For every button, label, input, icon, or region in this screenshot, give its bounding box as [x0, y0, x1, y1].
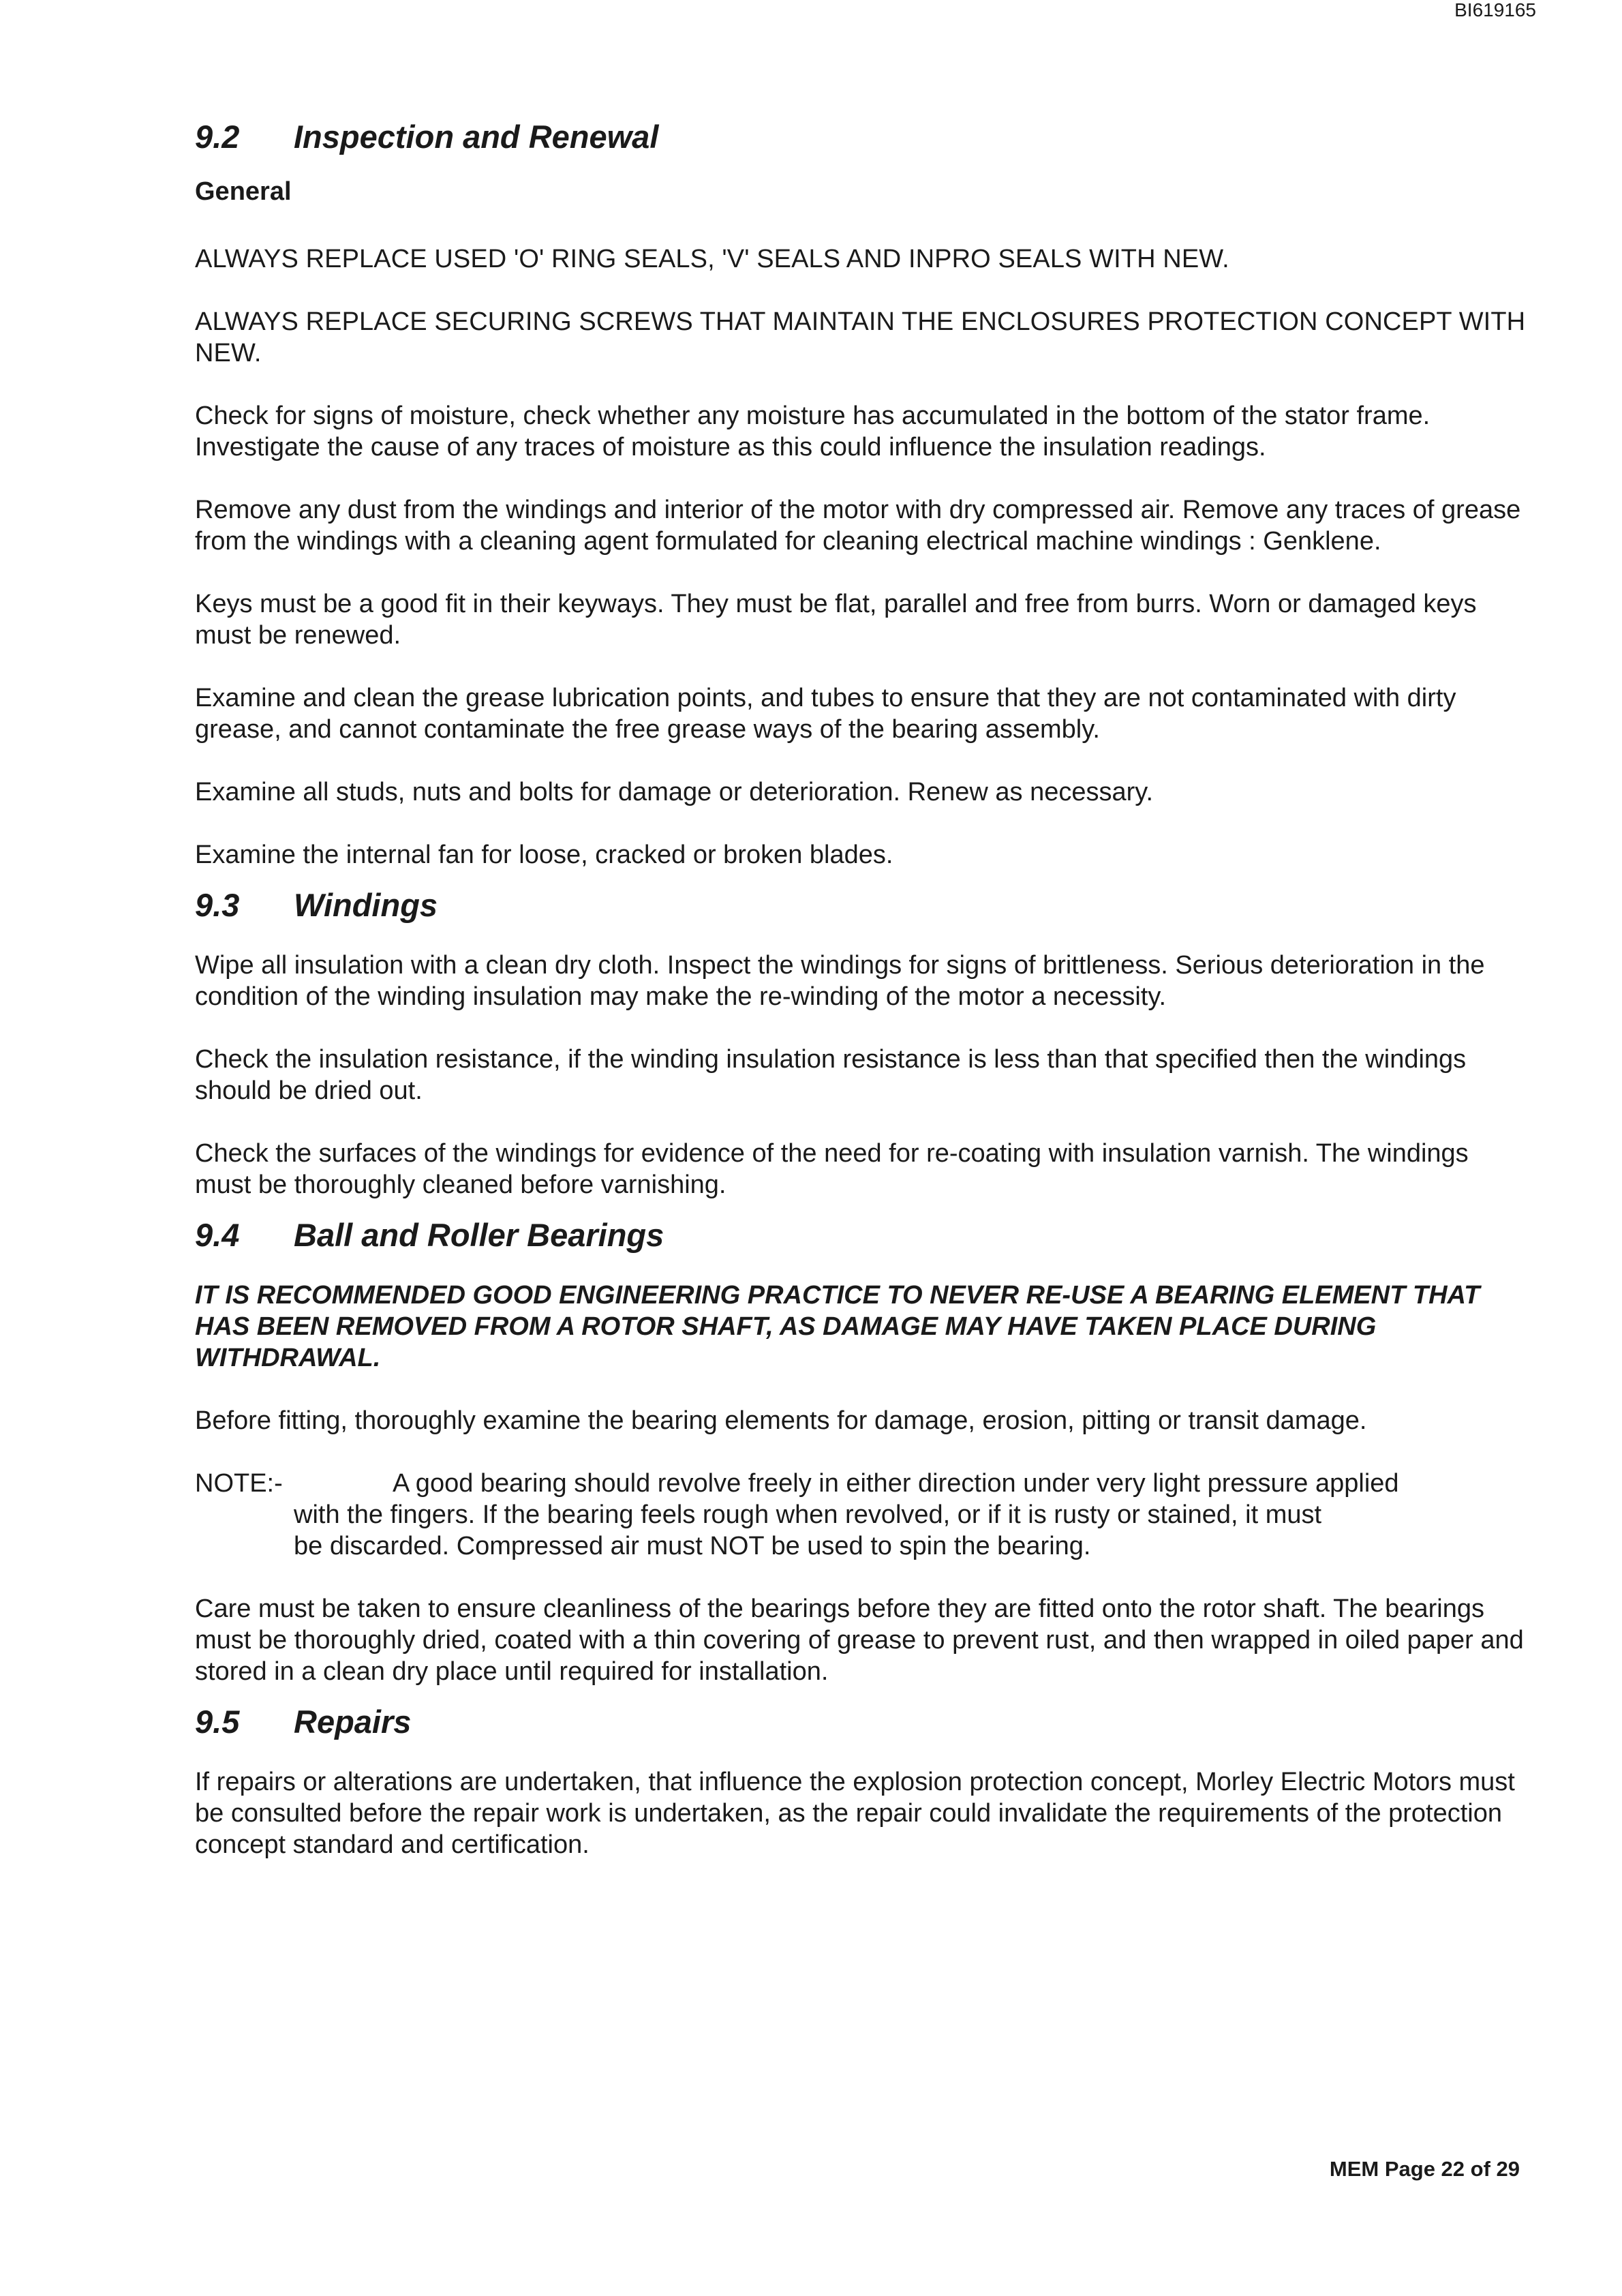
paragraph: Examine the internal fan for loose, cracked or broken blades.	[195, 841, 893, 869]
section-title: Inspection and Renewal	[294, 119, 659, 155]
paragraph: If repairs or alterations are undertaken, that influence the explosion protection concept, Morley Electric Motors must be consulted before the repair work is undertaken, as the repair could invalidate the requirements of the protection concept standard and certification.	[195, 1768, 1515, 1859]
page-content	[195, 109, 1531, 1860]
section-number: 9.2	[195, 119, 240, 155]
paragraph: Check the surfaces of the windings for evidence of the need for re-coating with insulation varnish. The windings must be thoroughly cleaned before varnishing.	[195, 1139, 1469, 1199]
note-text: A good bearing should revolve freely in either direction under very light pressure applied	[393, 1469, 1399, 1498]
note-label: NOTE:-	[195, 1469, 283, 1498]
section-number: 9.5	[195, 1704, 240, 1740]
paragraph: Check for signs of moisture, check whether any moisture has accumulated in the bottom of the stator frame. Investigate the cause of any traces of moisture as this could influence the insulation readings.	[195, 402, 1430, 462]
section-title: Ball and Roller Bearings	[294, 1217, 664, 1253]
section-number: 9.3	[195, 887, 240, 923]
page-footer: MEM Page 22 of 29	[1329, 2157, 1520, 2181]
section-heading-9-2	[195, 109, 1531, 165]
section-heading-9-4	[195, 1207, 1531, 1263]
section-heading-9-3	[195, 877, 1531, 933]
paragraph: Wipe all insulation with a clean dry cloth. Inspect the windings for signs of brittleness. Serious deterioration in the condition of the winding insulation may make the re-winding of the motor a necessity.	[195, 951, 1485, 1011]
note-text: be discarded. Compressed air must NOT be used to spin the bearing.	[294, 1532, 1091, 1560]
note-block	[195, 1468, 1531, 1562]
document-reference: BI619165	[1454, 0, 1536, 20]
paragraph: Before fitting, thoroughly examine the bearing elements for damage, erosion, pitting or transit damage.	[195, 1406, 1367, 1435]
section-heading-9-5	[195, 1694, 1531, 1750]
paragraph: ALWAYS REPLACE USED 'O' RING SEALS, 'V' SEALS AND INPRO SEALS WITH NEW.	[195, 245, 1229, 273]
paragraph: Examine all studs, nuts and bolts for damage or deterioration. Renew as necessary.	[195, 778, 1154, 806]
paragraph: Examine and clean the grease lubrication points, and tubes to ensure that they are not contaminated with dirty grease, and cannot contaminate the free grease ways of the bearing assembly.	[195, 684, 1456, 744]
note-first-line	[195, 1468, 1531, 1499]
section-title: Repairs	[294, 1704, 412, 1740]
paragraph: Keys must be a good fit in their keyways. They must be flat, parallel and free from burrs. Worn or damaged keys must be renewed.	[195, 590, 1477, 650]
subheading-general: General	[195, 177, 292, 206]
paragraph: ALWAYS REPLACE SECURING SCREWS THAT MAINTAIN THE ENCLOSURES PROTECTION CONCEPT WITH NEW.	[195, 307, 1526, 367]
section-title: Windings	[294, 887, 438, 923]
note-text: with the fingers. If the bearing feels rough when revolved, or if it is rusty or stained, it must	[294, 1500, 1322, 1529]
paragraph: Care must be taken to ensure cleanliness of the bearings before they are fitted onto the rotor shaft. The bearings must be thoroughly dried, coated with a thin covering of grease to prevent rust, and then wrapped in oiled paper and stored in a clean dry place until required for installation.	[195, 1595, 1524, 1686]
paragraph: Remove any dust from the windings and interior of the motor with dry compressed air. Remove any traces of grease from the windings with a cleaning agent formulated for cleaning electrical machine windings : Genklene.	[195, 496, 1521, 556]
paragraph: Check the insulation resistance, if the winding insulation resistance is less than that specified then the windings should be dried out.	[195, 1045, 1467, 1105]
section-number: 9.4	[195, 1217, 240, 1253]
warning-text: IT IS RECOMMENDED GOOD ENGINEERING PRACTICE TO NEVER RE-USE A BEARING ELEMENT THAT HAS BEEN REMOVED FROM A ROTOR SHAFT, AS DAMAGE MAY HAVE TAKEN PLACE DURING WITHDRAWAL.	[195, 1281, 1480, 1372]
